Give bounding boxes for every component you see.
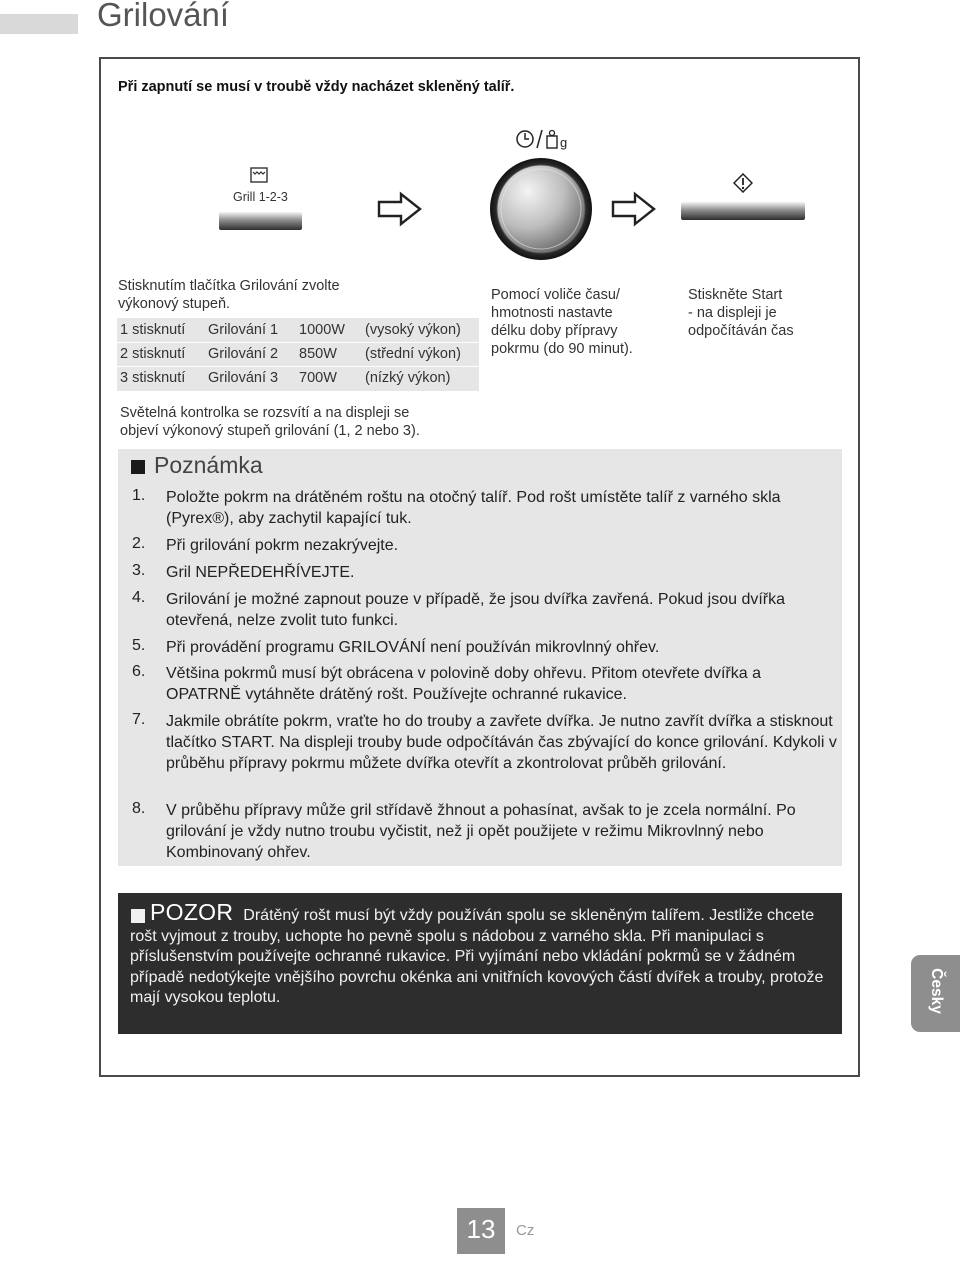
caution-text: Drátěný rošt musí být vždy používán spolu se skleněným talířem. Jestliže chcete rošt vyjmout z trouby, uchopte ho pevně spolu s nádobou z varného skla. Při manipulaci s příslušenstvím používejte ochranné rukavice. Při vyjímání nebo vkládání pokrmů se v žádném případě nedotýkejte vnějšího povrchu okénka ani vnitřních kovových částí dvířek a trouby, protože mají vysokou teplotu. — [130, 907, 824, 1006]
note-item-text: Položte pokrm na drátěném roštu na otočný talíř. Pod rošt umístěte talíř z varného skla (Pyrex®), aby zachytil kapající tuk. — [166, 489, 781, 527]
step3-line: - na displeji je — [688, 305, 777, 321]
note-item-text: Při provádění programu GRILOVÁNÍ není používán mikrovlnný ohřev. — [166, 639, 660, 656]
time-weight-knob[interactable] — [489, 157, 593, 261]
presses-cell: 3 stisknutí — [120, 370, 186, 386]
outline-arrow-right-icon — [377, 191, 423, 227]
step2-line: hmotnosti nastavte — [491, 305, 613, 321]
indicator-line: Světelná kontrolka se rozsvítí a na displeji se — [120, 405, 410, 421]
caution-paragraph — [130, 899, 835, 1009]
note-bullet-square — [131, 460, 145, 474]
note-item-text: Při grilování pokrm nezakrývejte. — [166, 537, 399, 554]
level-cell: (nízký výkon) — [365, 370, 451, 386]
note-item-number: 7. — [132, 711, 146, 728]
step2-line: délku doby přípravy — [491, 323, 618, 339]
note-item-number: 2. — [132, 535, 146, 552]
start-button[interactable] — [681, 202, 805, 220]
note-item-number: 3. — [132, 562, 146, 579]
power-level-table — [117, 318, 479, 391]
note-item-text: Grilování je možné zapnout pouze v případě, že jsou dvířka zavřená. Pokud jsou dvířka otevřená, nelze zvolit tuto funkci. — [166, 591, 786, 629]
timer-weight-icon — [515, 128, 571, 150]
watts-cell: 850W — [299, 346, 337, 362]
step3-line: odpočítáván čas — [688, 323, 794, 339]
note-item-text: Většina pokrmů musí být obrácena v polovině doby ohřevu. Přitom otevřete dvířka a OPATRNĚ vytáhněte drátěný rošt. Používejte ochranné rukavice. — [166, 665, 761, 703]
level-cell: (střední výkon) — [365, 346, 461, 362]
step3-description — [688, 286, 848, 340]
presses-cell: 2 stisknutí — [120, 346, 186, 362]
step2-line: Pomocí voliče času/ — [491, 287, 620, 303]
note-item-number: 8. — [132, 800, 146, 817]
mode-cell: Grilování 2 — [208, 346, 279, 362]
note-item-number: 1. — [132, 487, 146, 504]
note-item-number: 6. — [132, 663, 146, 680]
note-item-number: 4. — [132, 589, 146, 606]
warning-text: Při zapnutí se musí v troubě vždy nacházet skleněný talíř. — [118, 79, 515, 95]
step3-line: Stiskněte Start — [688, 287, 783, 303]
mode-cell: Grilování 3 — [208, 370, 279, 386]
note-item-number: 5. — [132, 637, 146, 654]
indicator-description — [120, 404, 480, 440]
page-title: Grilování — [97, 0, 230, 33]
grill-button[interactable] — [219, 212, 302, 230]
caution-heading: POZOR — [150, 899, 234, 925]
page-number: 13 — [466, 1214, 496, 1244]
presses-cell: 1 stisknutí — [120, 322, 186, 338]
watts-cell: 700W — [299, 370, 337, 386]
note-item-text: Jakmile obrátíte pokrm, vraťte ho do trouby a zavřete dvířka. Je nutno zavřít dvířka a stisknout tlačítko START. Na displeji trouby bude odpočítáván čas zbývající do konce grilování. Kdykoli v průběhu přípravy pokrmu můžete dvířka otevřít a zkontrolovat průběh grilování. — [166, 713, 837, 772]
note-item-text: V průběhu přípravy může gril střídavě žhnout a pohasínat, avšak to je zcela normální. Po grilování je vždy nutno troubu vyčistit, než ji opět použijete v režimu Mikrovlnný nebo Kombinovaný ohřev. — [166, 802, 796, 861]
indicator-line: objeví výkonový stupeň grilování (1, 2 nebo 3). — [120, 423, 420, 439]
mode-cell: Grilování 1 — [208, 322, 279, 338]
svg-text:g: g — [560, 135, 568, 150]
step1-line: výkonový stupeň. — [118, 296, 231, 312]
language-tab-label: Česky — [928, 968, 945, 1014]
note-heading: Poznámka — [154, 452, 263, 478]
title-accent-bar — [0, 14, 78, 34]
step2-description — [491, 286, 671, 358]
step1-description — [118, 277, 448, 313]
note-item-text: Gril NEPŘEDEHŘÍVEJTE. — [166, 564, 355, 581]
grill-icon — [250, 167, 268, 183]
start-diamond-icon — [733, 173, 753, 193]
level-cell: (vysoký výkon) — [365, 322, 461, 338]
outline-arrow-right-icon — [611, 191, 657, 227]
step2-line: pokrmu (do 90 minut). — [491, 341, 633, 357]
watts-cell: 1000W — [299, 322, 345, 338]
row-divider — [117, 366, 479, 367]
grill-button-label: Grill 1-2-3 — [233, 190, 288, 204]
page-language-code: Cz — [516, 1222, 535, 1239]
row-divider — [117, 342, 479, 343]
step1-line: Stisknutím tlačítka Grilování zvolte — [118, 278, 340, 294]
